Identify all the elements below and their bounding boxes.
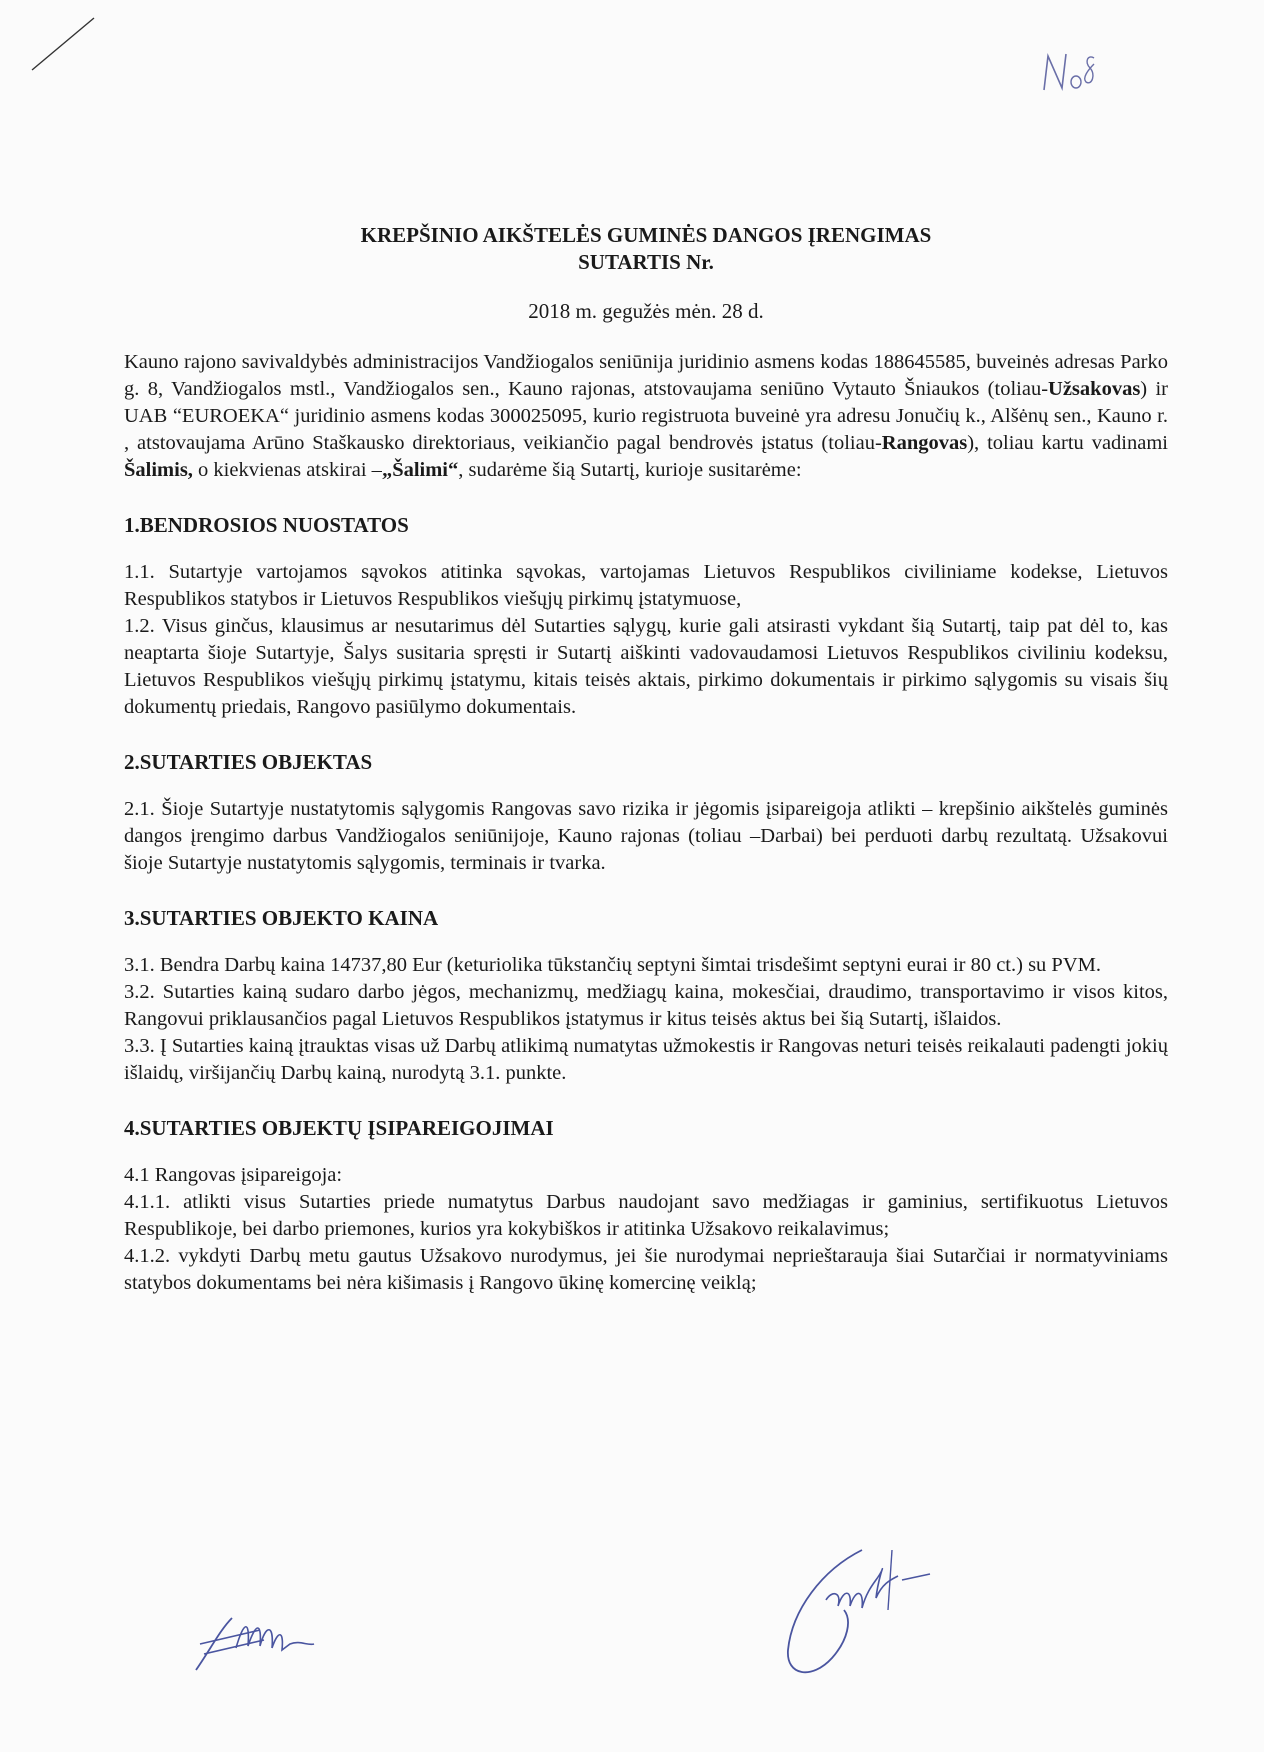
clause-3-3: 3.3. Į Sutarties kainą įtrauktas visas už Darbų atlikimą numatytas užmokestis ir Rangovas neturi teisės reikalauti padengti jokių išlaidų, viršijančių Darbų kainą, nurodytą 3.1. punkte.: [124, 1035, 1168, 1084]
section-heading-4: 4.SUTARTIES OBJEKTŲ ĮSIPAREIGOJIMAI: [124, 1116, 554, 1140]
contract-date: 2018 m. gegužės mėn. 28 d.: [528, 299, 764, 323]
clause-4-1: 4.1 Rangovas įsipareigoja:: [124, 1164, 343, 1186]
pen-stroke-mark: [28, 14, 98, 74]
clause-3-2: 3.2. Sutarties kainą sudaro darbo jėgos, mechanizmų, medžiagų kaina, mokesčiai, draudimo, transportavimo ir visos kitos, Rangovui priklausančios pagal Lietuvos Respublikos įstatymus ir kitus teisės aktus bei šią Sutartį, išlaidos.: [124, 981, 1168, 1030]
title-line-1: KREPŠINIO AIKŠTELĖS GUMINĖS DANGOS ĮRENGIMAS: [360, 223, 932, 247]
clause-1-1: 1.1. Sutartyje vartojamos sąvokos atitinka sąvokas, vartojamas Lietuvos Respublikos civiliniame kodekse, Lietuvos Respublikos statybos ir Lietuvos Respublikos viešųjų pirkimų įstatymuose,: [124, 561, 1168, 610]
document-body: [124, 222, 1168, 1297]
signature-right: [752, 1540, 952, 1690]
clause-4-1-2: 4.1.2. vykdyti Darbų metu gautus Užsakovo nurodymus, jei šie nurodymai neprieštarauja šiai Sutarčiai ir normatyviniams statybos dokumentams bei nėra kišimasis į Rangovo ūkinę komercinę veiklą;: [124, 1245, 1168, 1294]
clause-1-2: 1.2. Visus ginčus, klausimus ar nesutarimus dėl Sutarties sąlygų, kurie gali atsirasti vykdant šią Sutartį, taip pat dėl to, kas neaptarta šioje Sutartyje, Šalys susitaria spręsti ir Sutartį aiškinti vadovaudamosi Lietuvos Respublikos civiliniu kodeksu, Lietuvos Respublikos viešųjų pirkimų įstatymu, kitais teisės aktais, pirkimo dokumentais ir pirkimo sąlygomis su visais šių dokumentų priedais, Rangovo pasiūlymo dokumentais.: [124, 615, 1168, 718]
handwritten-number-mark: [1036, 44, 1106, 100]
intro-paragraph: Kauno rajono savivaldybės administracijos Vandžiogalos seniūnija juridinio asmens kodas 188645585, buveinės adresas Parko g. 8, Vandžiogalos mstl., Vandžiogalos sen., Kauno rajonas, atstovaujama seniūno Vytauto Šniaukos (toliau-Užsakovas) ir UAB “EUROEKA“ juridinio asmens kodas 300025095, kurio registruota buveinė yra adresu Jonučių k., Alšėnų sen., Kauno r. , atstovaujama Arūno Staškausko direktoriaus, veikiančio pagal bendrovės įstatus (toliau-Rangovas), toliau kartu vadinami Šalimis, o kiekvienas atskirai –„Šalimi“, sudarėme šią Sutartį, kurioje susitarėme:: [124, 351, 1168, 481]
clause-3-1: 3.1. Bendra Darbų kaina 14737,80 Eur (keturiolika tūkstančių septyni šimtai trisdešimt septyni eurai ir 80 ct.) su PVM.: [124, 954, 1101, 976]
clause-4-1-1: 4.1.1. atlikti visus Sutarties priede numatytus Darbus naudojant savo medžiagas ir gaminius, sertifikuotus Lietuvos Respublikoje, bei darbo priemones, kurios yra kokybiškos ir atitinka Užsakovo reikalavimus;: [124, 1191, 1168, 1240]
document-title: [124, 222, 1168, 276]
signature-left: [190, 1600, 330, 1680]
clause-2-1: 2.1. Šioje Sutartyje nustatytomis sąlygomis Rangovas savo rizika ir jėgomis įsipareigoja atlikti – krepšinio aikštelės guminės dangos įrengimo darbus Vandžiogalos seniūnijoje, Kauno rajonas (toliau –Darbai) bei perduoti darbų rezultatą. Užsakovui šioje Sutartyje nustatytomis sąlygomis, terminais ir tvarka.: [124, 798, 1168, 874]
title-line-2: SUTARTIS Nr.: [578, 250, 714, 274]
section-heading-1: 1.BENDROSIOS NUOSTATOS: [124, 513, 409, 537]
section-heading-3: 3.SUTARTIES OBJEKTO KAINA: [124, 906, 439, 930]
section-heading-2: 2.SUTARTIES OBJEKTAS: [124, 750, 373, 774]
